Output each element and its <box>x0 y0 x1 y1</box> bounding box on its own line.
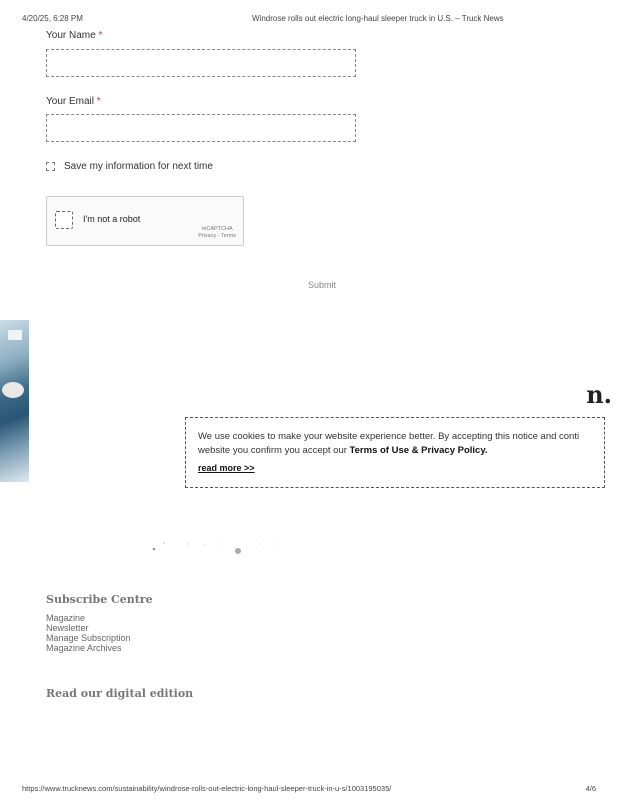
read-more-link[interactable]: read more >> <box>198 463 255 473</box>
recaptcha-checkbox[interactable] <box>55 211 73 229</box>
email-input[interactable] <box>46 114 356 142</box>
required-marker: * <box>96 96 101 107</box>
save-info-checkbox[interactable] <box>46 162 55 171</box>
recaptcha-widget <box>46 196 244 246</box>
subscribe-links <box>46 613 131 653</box>
email-label: Your Email * <box>46 96 101 107</box>
loading-dots-icon <box>150 540 290 554</box>
name-input[interactable] <box>46 49 356 77</box>
name-label: Your Name * <box>46 30 103 41</box>
print-page-number: 4/6 <box>585 784 596 793</box>
partial-heading: n. <box>586 380 612 409</box>
terms-of-use-link[interactable]: Terms of Use <box>349 445 410 456</box>
digital-edition-heading[interactable]: Read our digital edition <box>46 687 194 700</box>
cookie-notice <box>185 417 605 488</box>
print-url: https://www.trucknews.com/sustainability/windrose-rolls-out-electric-long-haul-sleeper-truck-in-u-s/1003195035/ <box>22 784 392 793</box>
recaptcha-links[interactable]: Privacy - Terms <box>198 233 236 239</box>
manage-subscription-link[interactable]: Manage Subscription <box>46 633 131 643</box>
print-date: 4/20/25, 6:28 PM <box>22 14 83 23</box>
save-info-label: Save my information for next time <box>64 161 213 172</box>
magazine-archives-link[interactable]: Magazine Archives <box>46 643 122 653</box>
newsletter-link[interactable]: Newsletter <box>46 623 89 633</box>
required-marker: * <box>98 30 103 41</box>
magazine-link[interactable]: Magazine <box>46 613 86 623</box>
truck-photo-thumbnail <box>0 320 29 482</box>
cookie-notice-text: We use cookies to make your website experience better. By accepting this notice and conti website you confirm you accept our Terms of Use & Privacy Policy. <box>198 431 580 456</box>
subscribe-centre-heading: Subscribe Centre <box>46 593 153 606</box>
print-page-title: Windrose rolls out electric long-haul sleeper truck in U.S. – Truck News <box>252 14 504 23</box>
recaptcha-branding: reCAPTCHA Privacy - Terms <box>198 226 236 239</box>
recaptcha-label: I'm not a robot <box>83 214 141 224</box>
submit-button[interactable]: Submit <box>308 280 337 290</box>
privacy-policy-link[interactable]: Privacy Policy. <box>421 445 488 456</box>
